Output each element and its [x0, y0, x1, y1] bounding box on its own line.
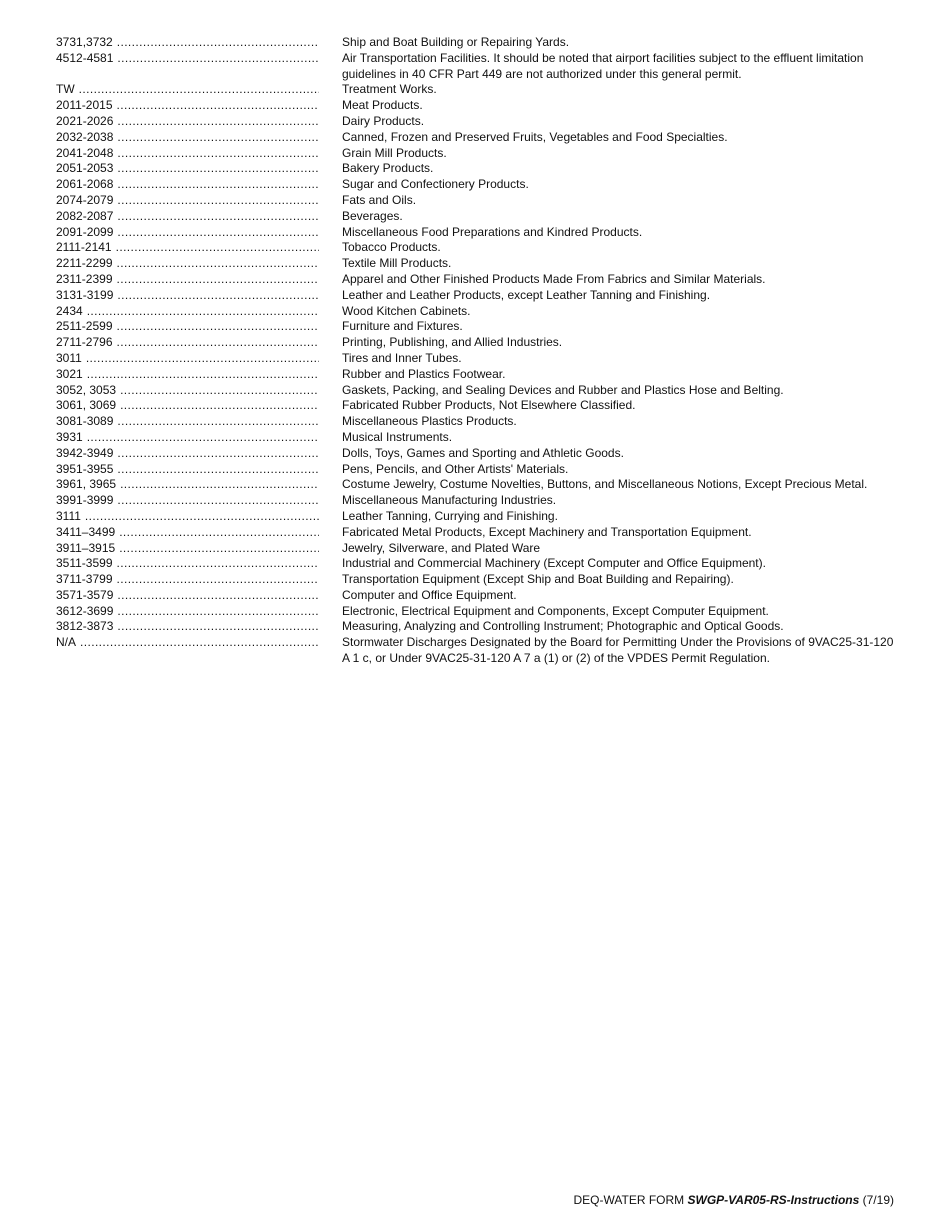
- sic-code: 3911–3915: [56, 541, 119, 557]
- dot-leader: [117, 556, 320, 572]
- code-cell: [56, 98, 319, 114]
- industry-description: Printing, Publishing, and Allied Industries.: [342, 335, 563, 350]
- code-cell: [56, 635, 319, 651]
- code-cell: [56, 572, 319, 588]
- dot-leader: [85, 509, 319, 525]
- code-cell: [56, 146, 319, 162]
- footer-form-id: SWGP-VAR05-RS-Instructions: [687, 1193, 860, 1207]
- sic-code: 3991-3999: [56, 493, 117, 509]
- dot-leader: [117, 146, 319, 162]
- code-cell: [56, 304, 319, 320]
- table-row: [56, 240, 896, 256]
- dot-leader: [117, 177, 319, 193]
- table-row: [56, 319, 896, 335]
- dot-leader: [117, 414, 319, 430]
- industry-description: Rubber and Plastics Footwear.: [342, 366, 506, 381]
- dot-leader: [117, 209, 319, 225]
- dot-leader: [117, 98, 320, 114]
- industry-description: Dairy Products.: [342, 113, 425, 128]
- dot-leader: [117, 225, 319, 241]
- code-cell: [56, 130, 319, 146]
- dot-leader: [87, 304, 319, 320]
- sic-code: 2032-2038: [56, 130, 117, 146]
- table-row: [56, 541, 896, 557]
- sic-code: 3111: [56, 509, 85, 525]
- dot-leader: [79, 82, 319, 98]
- code-cell: [56, 367, 319, 383]
- sic-code: 2061-2068: [56, 177, 117, 193]
- code-cell: [56, 193, 319, 209]
- dot-leader: [120, 383, 319, 399]
- table-row: [56, 462, 896, 478]
- dot-leader: [87, 367, 319, 383]
- table-row: [56, 114, 896, 130]
- table-row: [56, 477, 896, 493]
- industry-description: Furniture and Fixtures.: [342, 319, 463, 334]
- footer-form-prefix: DEQ-WATER FORM: [573, 1193, 685, 1207]
- table-row: [56, 604, 896, 620]
- table-row: [56, 304, 896, 320]
- table-row: [56, 209, 896, 225]
- table-row: [56, 98, 896, 114]
- industry-description: Pens, Pencils, and Other Artists' Materials.: [342, 461, 569, 476]
- sic-code: 3812-3873: [56, 619, 117, 635]
- table-row: [56, 635, 896, 667]
- industry-description: Electronic, Electrical Equipment and Components, Except Computer Equipment.: [342, 603, 769, 618]
- table-row: [56, 493, 896, 509]
- code-cell: [56, 556, 319, 572]
- table-row: [56, 288, 896, 304]
- sic-code: 2111-2141: [56, 240, 116, 256]
- industry-description: Textile Mill Products.: [342, 256, 452, 271]
- industry-description: Beverages.: [342, 208, 403, 223]
- industry-description: Canned, Frozen and Preserved Fruits, Vegetables and Food Specialties.: [342, 129, 728, 144]
- code-cell: [56, 82, 319, 98]
- table-row: [56, 556, 896, 572]
- table-row: [56, 161, 896, 177]
- industry-description: Sugar and Confectionery Products.: [342, 177, 529, 192]
- sic-code: 2041-2048: [56, 146, 117, 162]
- sic-code: 2711-2796: [56, 335, 117, 351]
- table-row: [56, 525, 896, 541]
- sic-code: 3931: [56, 430, 87, 446]
- industry-description: Apparel and Other Finished Products Made From Fabrics and Similar Materials.: [342, 271, 766, 286]
- dot-leader: [117, 319, 320, 335]
- industry-description: Fats and Oils.: [342, 192, 417, 207]
- table-row: [56, 35, 896, 51]
- dot-leader: [117, 493, 319, 509]
- code-cell: [56, 509, 319, 525]
- industry-description: Measuring, Analyzing and Controlling Instrument; Photographic and Optical Goods.: [342, 619, 784, 634]
- table-row: [56, 398, 896, 414]
- industry-description: Industrial and Commercial Machinery (Except Computer and Office Equipment).: [342, 556, 766, 571]
- dot-leader: [117, 272, 320, 288]
- sic-code: 3961, 3965: [56, 477, 120, 493]
- industry-description: Computer and Office Equipment.: [342, 587, 517, 602]
- code-cell: [56, 525, 319, 541]
- table-row: [56, 225, 896, 241]
- sic-code: 3131-3199: [56, 288, 117, 304]
- industry-description: Tires and Inner Tubes.: [342, 350, 462, 365]
- code-cell: [56, 477, 319, 493]
- code-cell: [56, 493, 319, 509]
- table-row: [56, 383, 896, 399]
- code-cell: [56, 319, 319, 335]
- dot-leader: [80, 635, 319, 651]
- table-row: [56, 446, 896, 462]
- industry-description: Wood Kitchen Cabinets.: [342, 303, 471, 318]
- dot-leader: [117, 462, 319, 478]
- dot-leader: [119, 541, 319, 557]
- sic-code: 3951-3955: [56, 462, 117, 478]
- sic-code: 3061, 3069: [56, 398, 120, 414]
- dot-leader: [87, 430, 319, 446]
- code-cell: [56, 35, 319, 51]
- dot-leader: [117, 619, 319, 635]
- code-cell: [56, 588, 319, 604]
- table-row: [56, 509, 896, 525]
- dot-leader: [119, 525, 319, 541]
- code-cell: [56, 462, 319, 478]
- industry-description: Fabricated Rubber Products, Not Elsewhere Classified.: [342, 398, 636, 413]
- sic-code: 2074-2079: [56, 193, 117, 209]
- code-cell: [56, 177, 319, 193]
- sic-code: N/A: [56, 635, 80, 651]
- sic-code: 2051-2053: [56, 161, 117, 177]
- sic-code: 2021-2026: [56, 114, 117, 130]
- industry-description: Grain Mill Products.: [342, 145, 447, 160]
- industry-description: Air Transportation Facilities. It should be noted that airport facilities subject to the effluent limitation guidelines in 40 CFR Part 449 are not authorized under this general permit.: [342, 50, 864, 81]
- sic-code: 3942-3949: [56, 446, 117, 462]
- industry-description: Costume Jewelry, Costume Novelties, Buttons, and Miscellaneous Notions, Except Precious Metal.: [342, 477, 868, 492]
- table-row: [56, 272, 896, 288]
- sic-code: 3011: [56, 351, 86, 367]
- code-cell: [56, 383, 319, 399]
- sic-code: 2211-2299: [56, 256, 117, 272]
- dot-leader: [117, 446, 319, 462]
- dot-leader: [117, 114, 319, 130]
- code-cell: [56, 414, 319, 430]
- dot-leader: [116, 240, 319, 256]
- industry-description: Gaskets, Packing, and Sealing Devices and Rubber and Plastics Hose and Belting.: [342, 382, 784, 397]
- industry-description: Miscellaneous Food Preparations and Kindred Products.: [342, 224, 643, 239]
- sic-code: 3081-3089: [56, 414, 117, 430]
- industry-description: Miscellaneous Manufacturing Industries.: [342, 493, 557, 508]
- code-cell: [56, 272, 319, 288]
- code-cell: [56, 541, 319, 557]
- sic-code: 2091-2099: [56, 225, 117, 241]
- industry-description: Miscellaneous Plastics Products.: [342, 414, 517, 429]
- code-cell: [56, 51, 319, 67]
- industry-description: Jewelry, Silverware, and Plated Ware: [342, 540, 541, 555]
- table-row: [56, 146, 896, 162]
- code-cell: [56, 446, 319, 462]
- industry-description: Fabricated Metal Products, Except Machinery and Transportation Equipment.: [342, 524, 752, 539]
- sic-code: 2011-2015: [56, 98, 117, 114]
- sic-code: 3411–3499: [56, 525, 119, 541]
- dot-leader: [117, 256, 320, 272]
- sic-code: 2434: [56, 304, 87, 320]
- dot-leader: [117, 288, 319, 304]
- table-row: [56, 430, 896, 446]
- table-row: [56, 177, 896, 193]
- dot-leader: [117, 193, 319, 209]
- sic-code: 3711-3799: [56, 572, 117, 588]
- code-cell: [56, 619, 319, 635]
- industry-description: Leather and Leather Products, except Leather Tanning and Finishing.: [342, 287, 711, 302]
- table-row: [56, 193, 896, 209]
- dot-leader: [117, 35, 319, 51]
- industry-description: Transportation Equipment (Except Ship and Boat Building and Repairing).: [342, 572, 734, 587]
- dot-leader: [117, 604, 319, 620]
- table-row: [56, 619, 896, 635]
- industry-description: Musical Instruments.: [342, 429, 453, 444]
- sic-code: 2311-2399: [56, 272, 117, 288]
- code-cell: [56, 398, 319, 414]
- table-row: [56, 588, 896, 604]
- table-row: [56, 572, 896, 588]
- sic-code: 3021: [56, 367, 87, 383]
- table-row: [56, 367, 896, 383]
- sic-code-table: [56, 35, 896, 667]
- table-row: [56, 351, 896, 367]
- dot-leader: [117, 572, 320, 588]
- industry-description: Stormwater Discharges Designated by the Board for Permitting Under the Provisions of 9VAC25-31-120 A 1 c, or Under 9VAC25-31-120 A 7 a (1) or (2) of the VPDES Permit Regulation.: [342, 635, 894, 666]
- code-cell: [56, 240, 319, 256]
- table-row: [56, 335, 896, 351]
- dot-leader: [120, 398, 319, 414]
- code-cell: [56, 256, 319, 272]
- table-row: [56, 414, 896, 430]
- industry-description: Bakery Products.: [342, 161, 434, 176]
- industry-description: Tobacco Products.: [342, 240, 441, 255]
- table-row: [56, 130, 896, 146]
- code-cell: [56, 335, 319, 351]
- industry-description: Meat Products.: [342, 98, 423, 113]
- dot-leader: [117, 335, 320, 351]
- page-footer: [574, 1193, 895, 1207]
- sic-code: 2511-2599: [56, 319, 117, 335]
- dot-leader: [120, 477, 319, 493]
- code-cell: [56, 209, 319, 225]
- code-cell: [56, 161, 319, 177]
- sic-code: 4512-4581: [56, 51, 117, 67]
- dot-leader: [117, 588, 319, 604]
- table-row: [56, 256, 896, 272]
- sic-code: TW: [56, 82, 79, 98]
- code-cell: [56, 114, 319, 130]
- sic-code: 3511-3599: [56, 556, 117, 572]
- sic-code: 3571-3579: [56, 588, 117, 604]
- code-cell: [56, 430, 319, 446]
- sic-code: 3731,3732: [56, 35, 117, 51]
- dot-leader: [86, 351, 319, 367]
- code-cell: [56, 288, 319, 304]
- industry-description: Dolls, Toys, Games and Sporting and Athletic Goods.: [342, 445, 624, 460]
- sic-code: 2082-2087: [56, 209, 117, 225]
- industry-description: Ship and Boat Building or Repairing Yards.: [342, 35, 570, 49]
- dot-leader: [117, 130, 319, 146]
- table-row: [56, 82, 896, 98]
- industry-description: Treatment Works.: [342, 82, 437, 97]
- dot-leader: [117, 161, 319, 177]
- sic-code: 3612-3699: [56, 604, 117, 620]
- footer-revision-date: (7/19): [862, 1193, 894, 1207]
- dot-leader: [117, 51, 319, 67]
- table-row: [56, 51, 896, 83]
- industry-description: Leather Tanning, Currying and Finishing.: [342, 508, 558, 523]
- sic-code: 3052, 3053: [56, 383, 120, 399]
- code-cell: [56, 225, 319, 241]
- code-cell: [56, 351, 319, 367]
- code-cell: [56, 604, 319, 620]
